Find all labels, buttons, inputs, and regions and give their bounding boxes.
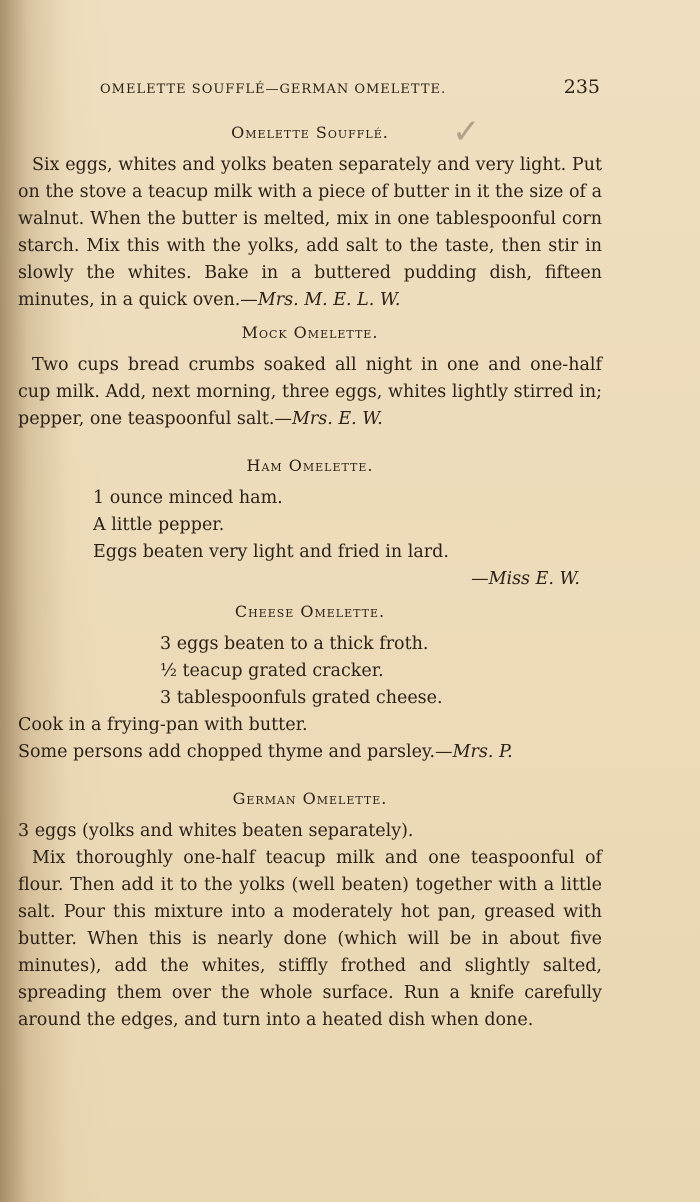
recipe-title-german: German Omelette. bbox=[232, 789, 388, 808]
recipe-note bbox=[18, 739, 602, 766]
ingredient-line: A little pepper. bbox=[93, 515, 225, 535]
recipe-body-souffle: Six eggs, whites and yolks beaten separately and very light. Put on the stove a teacup milk with a piece of butter in it the size of a walnut. When the butter is melted, mix in one tablespoonful corn starch. Mix this with the yolks, add salt to the taste, then stir in slowly the whites. Bake in a buttered pudding dish, fifteen minutes, in a quick oven.— bbox=[18, 155, 602, 310]
page-content bbox=[18, 120, 602, 1034]
recipe-credit-cheese: Mrs. P. bbox=[452, 742, 513, 762]
recipe-credit-souffle: Mrs. M. E. L. W. bbox=[257, 290, 401, 310]
recipe-text-german: Mix thoroughly one-half teacup milk and one teaspoonful of flour. Then add it to the yolks (well beaten) together with a little salt. Pour this mixture into a moderately hot pan, greased with butter. When this is nearly done (which will be in about five minutes), add the whites, stiffly frothed and slightly salted, spreading them over the whole surface. Run a knife carefully around the edges, and turn into a heated dish when done. bbox=[18, 848, 602, 1030]
ingredient-line: 3 eggs beaten to a thick froth. bbox=[160, 634, 429, 654]
recipe-note: Cook in a frying-pan with butter. bbox=[18, 715, 308, 735]
recipe-body-mock: Two cups bread crumbs soaked all night in one and one-half cup milk. Add, next morning, three eggs, whites lightly stirred in; pepper, one teaspoonful salt.— bbox=[18, 355, 602, 429]
recipe-title-ham: Ham Omelette. bbox=[246, 456, 374, 475]
recipe-text-mock bbox=[18, 352, 602, 433]
pencil-mark-icon: ✓ bbox=[452, 112, 481, 152]
recipe-first-line-german: 3 eggs (yolks and whites beaten separately). bbox=[18, 821, 414, 841]
recipe-credit-ham: —Miss E. W. bbox=[471, 569, 580, 589]
recipe-title-mock: Mock Omelette. bbox=[241, 323, 379, 342]
recipe-title-souffle: Omelette Soufflé. bbox=[231, 123, 389, 142]
ingredient-line: 3 tablespoonfuls grated cheese. bbox=[160, 688, 443, 708]
page-number: 235 bbox=[563, 76, 600, 98]
recipe-text-souffle bbox=[18, 152, 602, 314]
ingredient-line: Eggs beaten very light and fried in lard. bbox=[93, 542, 449, 562]
running-head: OMELETTE SOUFFLÉ—GERMAN OMELETTE. bbox=[100, 82, 447, 97]
ingredient-line: 1 ounce minced ham. bbox=[93, 488, 283, 508]
recipe-title-cheese: Cheese Omelette. bbox=[234, 602, 386, 621]
recipe-note-text: Some persons add chopped thyme and parsley.— bbox=[18, 742, 453, 762]
recipe-credit-mock: Mrs. E. W. bbox=[291, 409, 383, 429]
ingredient-line: ½ teacup grated cracker. bbox=[160, 661, 384, 681]
